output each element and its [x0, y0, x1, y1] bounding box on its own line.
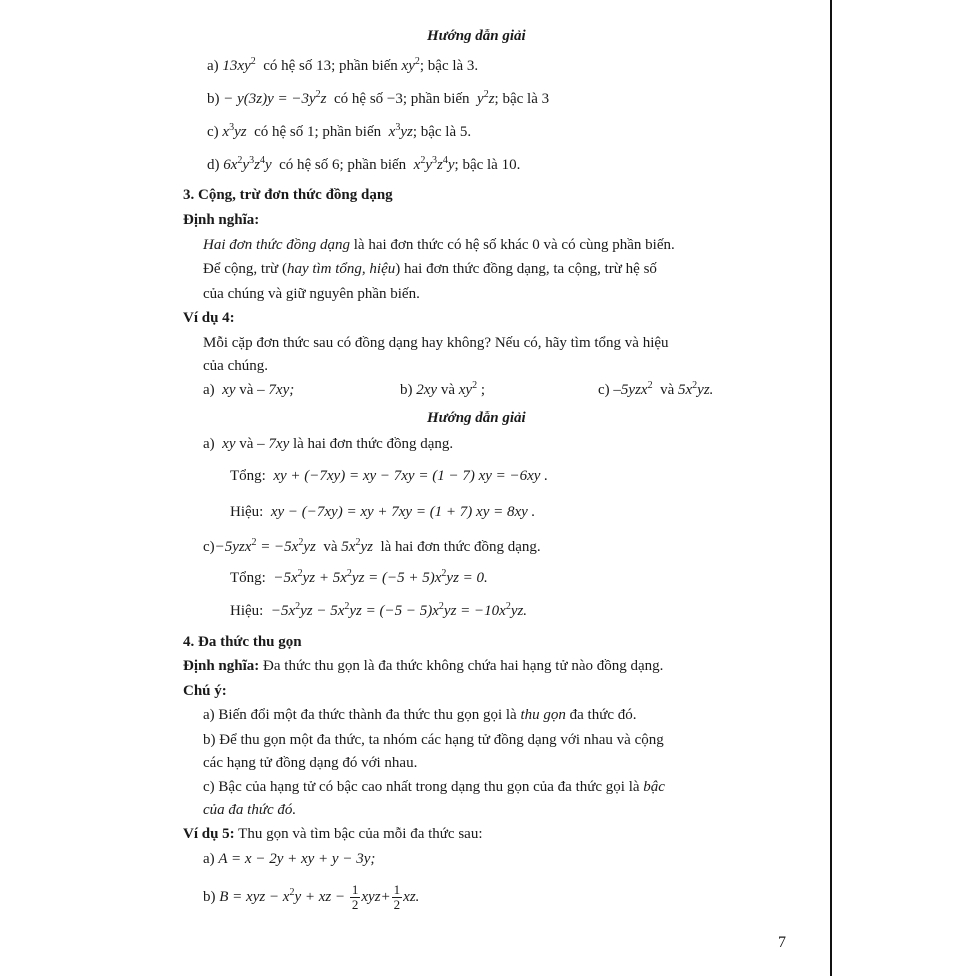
note-b-line-1: b) Để thu gọn một đa thức, ta nhóm các hạng tử đồng dạng với nhau và cộng: [203, 732, 664, 748]
guide-heading-2: Hướng dẫn giải: [427, 410, 526, 426]
solution-4c-difference: Hiệu: $-5x^2yz - 5x^2yz = (-5 - 5)x^2yz = -10x^2yz$.: [230, 601, 528, 619]
section-4-title: 4. Đa thức thu gọn: [183, 634, 302, 650]
section-3-title: 3. Cộng, trừ đơn thức đồng dạng: [183, 187, 393, 203]
definition-3-line-1: Hai đơn thức đồng dạng là hai đơn thức có hệ số khác 0 và có cùng phần biến.: [203, 237, 675, 253]
example-5b: b) B = xyz − $x^2y$ + xz − $\frac{1}{2}$ xyz+ $\frac{1}{2}$ xz.: [203, 882, 420, 913]
solution-4c-sum: Tổng: $-5x^2yz + 5x^2yz = (-5 + 5)x^2yz = 0$.: [230, 568, 488, 586]
page-number: 7: [778, 934, 786, 951]
example-4-label: Ví dụ 4:: [183, 310, 235, 326]
example-4-question-1: Mỗi cặp đơn thức sau có đồng dạng hay không? Nếu có, hãy tìm tổng và hiệu: [203, 335, 669, 351]
definition-3-line-3: của chúng và giữ nguyên phần biến.: [203, 286, 420, 302]
example-4-option-a: a) xy và – 7xy;: [203, 382, 295, 398]
solution-4a-difference: Hiệu: xy − (−7xy) = xy + 7xy = (1 + 7) xy = 8xy .: [230, 504, 536, 520]
ex3-item-d: d) $6x^2y^3z^4y$ có hệ số 6; phần biến $x^2y^3z^4y$; bậc là 10.: [207, 155, 521, 173]
note-c-line-2: của đa thức đó.: [203, 802, 297, 818]
note-label: Chú ý:: [183, 683, 227, 699]
solution-4a-sum: Tổng: xy + (−7xy) = xy − 7xy = (1 − 7) xy = −6xy .: [230, 468, 548, 484]
fraction-one-half-2: $\frac{1}{2}$: [393, 882, 401, 913]
guide-heading: Hướng dẫn giải: [427, 28, 526, 44]
ex3-item-c: c) $x^3yz$ có hệ số 1; phần biến $x^3yz$; bậc là 5.: [207, 122, 472, 140]
ex3-item-b: $b) - y(3z)y = -3y^2z$ có hệ số −3; phần biến $y^2z$; bậc là 3: [207, 89, 550, 107]
example-4-question-2: của chúng.: [203, 358, 268, 374]
note-c-line-1: c) Bậc của hạng tử có bậc cao nhất trong dạng thu gọn của đa thức gọi là bậc: [203, 779, 665, 795]
ex3-item-a: a) $13xy^2$ có hệ số 13; phần biến $xy^2$; bậc là 3.: [207, 56, 479, 74]
definition-4: Định nghĩa: Đa thức thu gọn là đa thức không chứa hai hạng tử nào đồng dạng.: [183, 658, 664, 674]
page-right-border: [830, 0, 832, 976]
solution-4a: a) xy và – 7xy là hai đơn thức đồng dạng.: [203, 436, 454, 452]
example-5a: a) A = x − 2y + xy + y − 3y;: [203, 851, 376, 867]
example-5: Ví dụ 5: Thu gọn và tìm bậc của mỗi đa thức sau:: [183, 826, 483, 842]
solution-4c: $c)-5yzx^2 = -5x^2yz$ và $5x^2yz$ là hai đơn thức đồng dạng.: [203, 537, 541, 555]
example-4-option-c: c) –5yzx$^2$ và $5x^2yz$.: [598, 380, 714, 398]
note-a: a) Biến đổi một đa thức thành đa thức thu gọn gọi là thu gọn đa thức đó.: [203, 707, 637, 723]
definition-label: Định nghĩa:: [183, 212, 260, 228]
note-b-line-2: các hạng tử đồng dạng đó với nhau.: [203, 755, 418, 771]
definition-3-line-2: Để cộng, trừ (hay tìm tổng, hiệu) hai đơn thức đồng dạng, ta cộng, trừ hệ số: [203, 261, 657, 277]
example-4-option-b: b) 2xy và $xy^2$ ;: [400, 380, 485, 398]
fraction-one-half: $\frac{1}{2}$: [351, 882, 359, 913]
